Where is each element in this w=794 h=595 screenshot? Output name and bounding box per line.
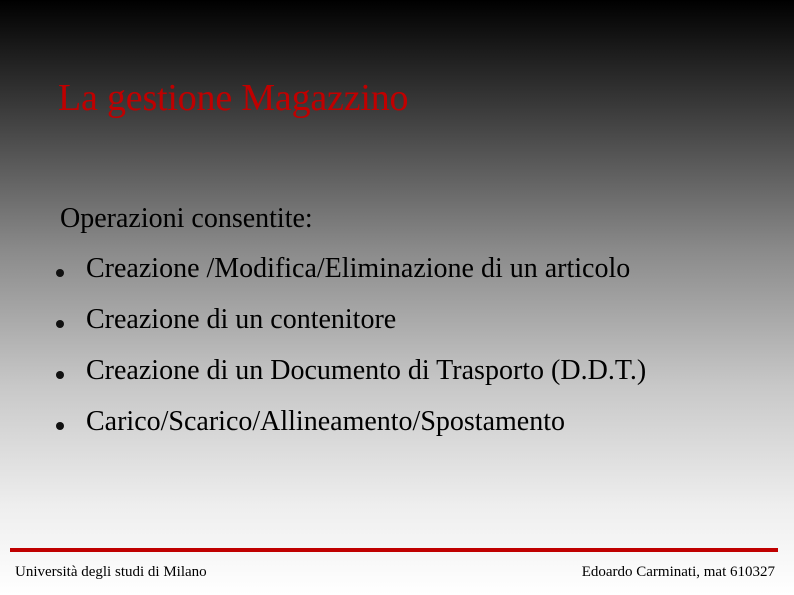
- intro-text: Operazioni consentite:: [60, 203, 313, 234]
- bullet-icon: [56, 371, 64, 379]
- bullet-text: Creazione di un contenitore: [86, 304, 397, 335]
- bullet-text: Carico/Scarico/Allineamento/Spostamento: [86, 406, 565, 437]
- bullet-text: Creazione di un Documento di Trasporto (D.D.T.): [86, 355, 647, 386]
- footer-institution: Università degli studi di Milano: [15, 564, 207, 580]
- bullet-icon: [56, 422, 64, 430]
- bullet-icon: [56, 269, 64, 277]
- slide-title: La gestione Magazzino: [58, 77, 409, 119]
- bullet-icon: [56, 320, 64, 328]
- footer-divider: [10, 548, 778, 552]
- footer-author: Edoardo Carminati, mat 610327: [581, 564, 775, 580]
- bullet-text: Creazione /Modifica/Eliminazione di un articolo: [86, 253, 631, 284]
